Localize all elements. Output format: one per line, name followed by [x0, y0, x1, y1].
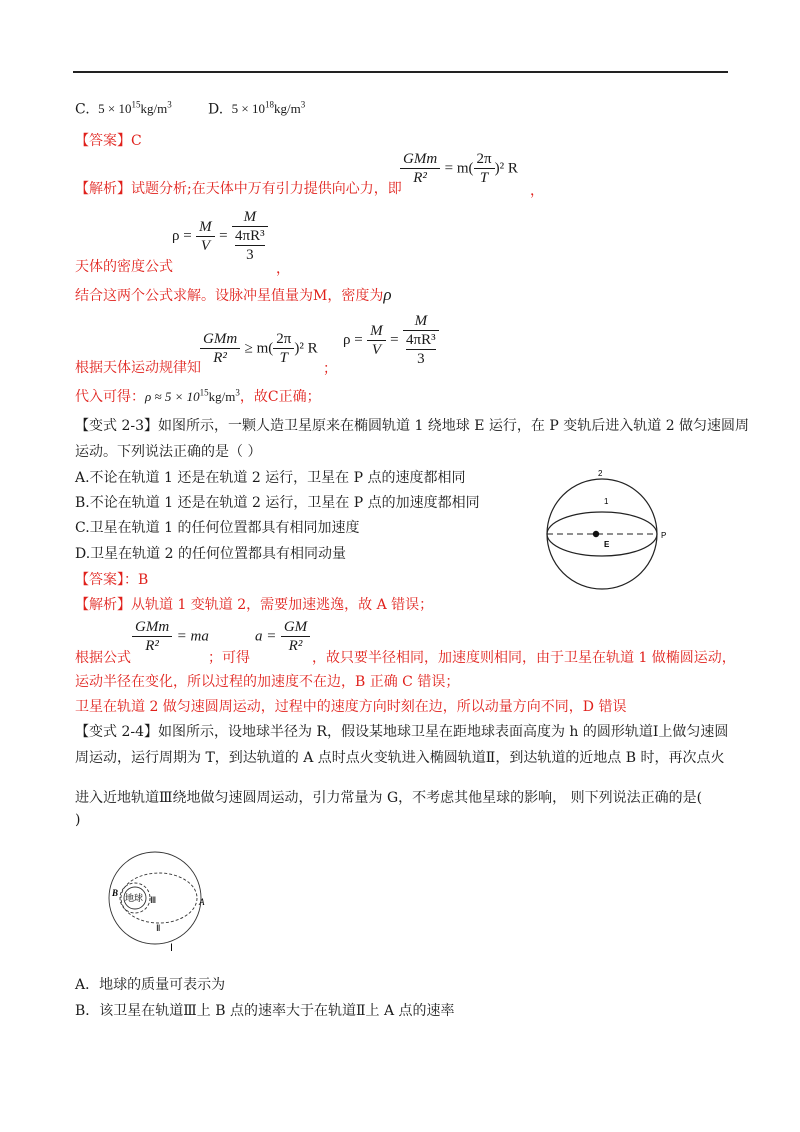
semicolon-1: ；: [323, 361, 337, 377]
q24-option-a: A．地球的质量可表示为: [75, 977, 226, 993]
label-orbit-i: Ⅰ: [170, 943, 173, 954]
label-earth: 地球: [125, 894, 144, 904]
label-point-b: B: [112, 888, 119, 898]
formula-label: 根据公式: [75, 650, 131, 666]
label-orbit-2: 2: [598, 469, 603, 478]
formula-gmm-ma: $\frac{\text{GMm}}{\text{R²}}$ = ma: [132, 618, 209, 655]
label-orbit-1: 1: [604, 497, 609, 506]
option-d: D. $5 \times 10^{18}kg/m^3$: [208, 100, 306, 118]
orbit-figure-1: [540, 460, 680, 590]
label-point-a: A: [199, 897, 205, 907]
q23-option-c: C.卫星在轨道 1 的任何位置都具有相同加速度: [75, 520, 360, 536]
comma-2: ，: [276, 261, 290, 277]
q24-stem-line4: ): [75, 812, 81, 828]
label-orbit-iii: Ⅲ: [150, 895, 157, 905]
q24-stem-line2: 周运动，运行周期为 T，到达轨道的 A 点时点火变轨进入椭圆轨道Ⅱ，到达轨道的近地点 B 时，再次点火: [75, 750, 725, 766]
combine-line: 结合这两个公式求解。设脉冲星值量为M，密度为ρ: [75, 285, 392, 304]
q23-option-b: B.不论在轨道 1 还是在轨道 2 运行，卫星在 P 点的加速度都相同: [75, 495, 480, 511]
density-label: 天体的密度公式: [75, 259, 173, 275]
label-point-p: P: [661, 531, 667, 540]
plugin-line: 代入可得：$\rho \approx 5 \times 10^{15}kg/m^3$，故C正确；: [75, 387, 321, 405]
analysis-2-line4: 卫星在轨道 2 做匀速圆周运动，过程中的速度方向时刻在边，所以动量方向不同，D 错误: [75, 699, 627, 715]
formula-density-2: ρ = $\frac{M}{V}$ = M 4πR³ 3: [343, 312, 439, 368]
q23-option-a: A.不论在轨道 1 还是在轨道 2 运行，卫星在 P 点的速度都相同: [75, 470, 466, 486]
q23-stem-line1: 【变式 2-3】如图所示，一颗人造卫星原来在椭圆轨道 1 绕地球 E 运行，在 P 变轨后进入轨道 2 做匀速圆周: [75, 418, 750, 434]
analysis-2-line1: 【解析】从轨道 1 变轨道 2，需要加速逃逸，故 A 错误；: [75, 597, 434, 613]
formula-gravity-centripetal: $\frac{\text{GMm}}{\text{R²}}$ = m( $\frac{2\pi}{T}$ )² R: [400, 150, 518, 187]
analysis-1: 【解析】试题分析;在天体中万有引力提供向心力，即: [75, 181, 402, 197]
law-label: 根据天体运动规律知: [75, 360, 201, 376]
analysis-2-mid: ；可得: [208, 650, 250, 666]
formula-law: $\frac{\text{GMm}}{\text{R²}}$ ≥ m( $\frac{2\pi}{T}$ )² R: [200, 330, 318, 367]
top-rule: [73, 71, 728, 73]
analysis-2-tail: ，故只要半径相同，加速度则相同，由于卫星在轨道 1 做椭圆运动，: [312, 650, 736, 666]
q23-stem-line2: 运动。下列说法正确的是（ ）: [75, 444, 262, 460]
formula-a-gm: a = $\frac{GM}{\text{R²}}$: [255, 618, 310, 655]
comma-1: ，: [530, 183, 544, 199]
orbit-figure-2: [100, 848, 220, 960]
answer-2: 【答案】：B: [75, 572, 149, 588]
option-c: C. $5 \times 10^{15}kg/m^3$: [75, 100, 172, 118]
formula-density: ρ = $\frac{M}{V}$ = M 4πR³ 3: [172, 208, 268, 264]
q24-stem-line3: 进入近地轨道Ⅲ绕地做匀速圆周运动，引力常量为 G，不考虑其他星球的影响， 则下列说法正确的是(: [75, 790, 703, 806]
answer-1: 【答案】C: [75, 133, 142, 149]
label-earth-e: E: [604, 540, 610, 549]
earth-dot: [593, 531, 599, 537]
q24-option-b: B．该卫星在轨道Ⅲ上 B 点的速率大于在轨道Ⅱ上 A 点的速率: [75, 1003, 455, 1019]
analysis-2-line3: 运动半径在变化，所以过程的加速度不在边，B 正确 C 错误；: [75, 674, 460, 690]
q24-stem-line1: 【变式 2-4】如图所示，设地球半径为 R，假设某地球卫星在距地球表面高度为 h 的圆形轨道Ⅰ上做匀速圆: [75, 724, 729, 740]
label-orbit-ii: Ⅱ: [156, 923, 161, 933]
q23-option-d: D.卫星在轨道 2 的任何位置都具有相同动量: [75, 546, 346, 562]
